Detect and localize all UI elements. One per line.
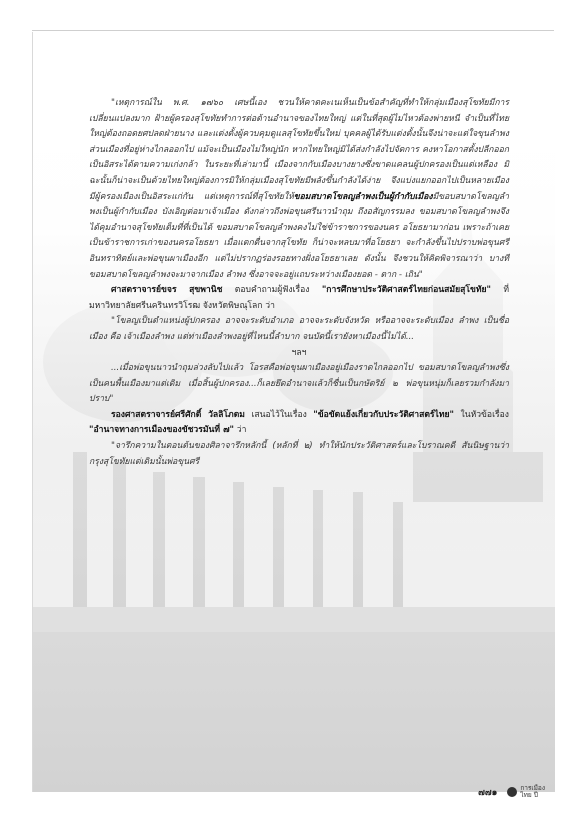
page-footer bbox=[478, 785, 545, 799]
paragraph-quote-3: ...เมื่อพ่อขุนนาวนำถุมล่วงลับไปแล้ว โอรสคือพ่อขุนผาเมืองอยู่เมืองราดไกลออกไป ขอมสบาดโขลญลำพงซึ่งเป็นคนพื้นเมืองมาแต่เดิม เมื่อสิ้นผู้ปกครอง...ก็เลยยึดอำนาจแล้วก็ชื่นเป็นกษัตริย์ ๒ พ่อขุนหนุ่มก็เลยรวมกำลังมาปราบ" bbox=[89, 363, 509, 405]
attribution-text: ในหัวข้อเรื่อง bbox=[460, 409, 510, 420]
logo-line-2: ไทย ปี bbox=[520, 791, 538, 799]
paragraph-quote-2: "โขลญเป็นตำแหน่งผู้ปกครอง อาจจะระดับอำเภอ อาจจะระดับจังหวัด หรืออาจจะระดับเมือง ลำพง เป็นชื่อเมือง คือ เจ้าเมืองลำพง แต่ท่าเมืองลำพงอยู่ที่ไหนนี้ลำบาก จนบัดนี้เรายังหาเมืองนี้ไม่ได้... bbox=[89, 316, 509, 342]
quote-text: "เหตุการณ์ใน พ.ศ. ๑๗๖๐ เศษนี้เอง ชวนให้คาดคะเนเห็นเป็นข้อสำคัญที่ทำให้กลุ่มเมืองสุโขทัยมีการเปลี่ยนแปลงมาก ฝ้ายผู้ครองสุโขทัยทำการต่อต้านอำนาจของไทยใหญ่ แต่ในที่สุดผู้ไม่ไหวต้องพ่ายหนี จำเป็นที่ไทยใหญ่ต้องถอดยศปลดฝ่ายนาง และแต่งตั้งผู้ควบคุมดูแลสุโขทัยขึ้นใหม่ บุคคลผู้ได้รับแต่งตั้งนั้นจึงน่าจะแต่ใจขุนลำพง ส่วนเมืองที่อยู่ห่างไกลออกไป แม้จะเป็นเมืองไม่ใหญ่นัก หากไทยใหญ่มิได้ส่งกำลังไปจัดการ คงหาโอกาสตั้งปลีกออกเป็นอิสระได้ตามความเก่งกล้า ในระยะที่เล่ามานี้ เมืองจากกับเมืองบางยางซึ่งขาดแคลนผู้ปกครองเป็นแต่เหลือง มิฉะนั้นก็น่าจะเป็นด้วยไทยใหญ่ต้องการมิให้กลุ่มเมืองสุโขทัยมีพลังขึ้นกำลังได้ง่าย จึงแบ่งแยกออกไปเป็นหลายเมือง มีผู้ครองเมืองเป็นอิสระแก่กัน แต่เหตุการณ์ที่สุโขทัยให้ bbox=[89, 98, 509, 202]
document-page bbox=[32, 32, 555, 792]
article-body bbox=[89, 96, 509, 470]
paragraph-attribution-2 bbox=[89, 408, 509, 439]
page-number: ๗๗๑ bbox=[478, 788, 498, 798]
top-rule bbox=[32, 30, 554, 31]
attribution-text: ตอบคำถามผู้ฟังเรื่อง bbox=[234, 285, 310, 296]
attribution-text-end: ว่า bbox=[236, 425, 247, 436]
author-name: ศาสตราจารย์ขจร สุขพานิช bbox=[111, 285, 223, 296]
logo-mark-icon bbox=[507, 787, 517, 797]
attribution-text-end: ที่มหาวิทยาลัยศรีนครินทรวิโรฒ จังหวัดพิษณุโลก ว่า bbox=[89, 285, 510, 311]
lecture-title: "การศึกษาประวัติศาสตร์ไทยก่อนสมัยสุโขทัย" bbox=[321, 285, 492, 296]
section-title: "อำนาจทางการเมืองของขัชวรมันที่ ๗" bbox=[89, 425, 235, 436]
paragraph-quote-4: "จารึกความในตอนต้นของศิลาจารึกหลักนี้ (หลักที่ ๒) ทำให้นักประวัติศาสตร์และโบราณคดี สันนิษฐานว่ากรุงสุโขทัยแต่เดิมนั้นพ่อขุนศรี bbox=[89, 441, 509, 467]
publisher-logo bbox=[507, 785, 545, 799]
author-name: รองศาสตราจารย์ศรีศักดิ์ วัลลิโภดม bbox=[111, 409, 245, 420]
ellipsis-marker: ฯลฯ bbox=[291, 347, 307, 358]
quote-text-continued: มีขอบสบาดโขลญลำพงเป็นผู้กำกับเมือง บังเอิญต่อมาเจ้าเมือง ดังกล่าวถึงพ่อขุนศรีนาวนำถุม ถึงอสัญกรรมลง ขอมสบาดโขลญลำพงจึงได้คุมอำนาจสุโขทัยเต็มที่ที่เป็นได้ ขอมสบาดโขลญลำพงคงไม่ใช่ข้าราชการของนคร อโยธยามาก่อน เพราะถ้าเคยเป็นข้าราชการเก่าของนครอโยธยา เมื่อแตกตื่นจากสุโขทัย ก็น่าจะหลบมาที่อโยธยา จะกำลังขึ้นไปปราบพ่อขุนศรีอินทราทิตย์และพ่อขุนผาเมืองอีก แต่ไม่ปรากฏร่องรอยทางฝั่งอโยธยาเลย ดังนั้น จึงชวนให้คิดพิจารณาว่า บางทีขอมสบาดโขลญลำพงจะมาจากเมือง ลำพง ซึ่งอาจจะอยู่แถบระหว่างเมืองยอด - ตาก - เถิน" bbox=[89, 191, 509, 280]
emphasis-text: ขอมสบาดโขลญลำพงเป็นผู้กำกับเมือง bbox=[293, 191, 433, 202]
paragraph-attribution-1 bbox=[89, 283, 509, 314]
paragraph-quote-1 bbox=[89, 96, 509, 283]
logo-line-1: การเมือง bbox=[520, 784, 545, 792]
attribution-text: เสนอไว้ในเรื่อง bbox=[251, 409, 307, 420]
logo-text bbox=[520, 785, 545, 799]
work-title: "ข้อขัดแย้งเกี่ยวกับประวัติศาสตร์ไทย" bbox=[313, 409, 455, 420]
